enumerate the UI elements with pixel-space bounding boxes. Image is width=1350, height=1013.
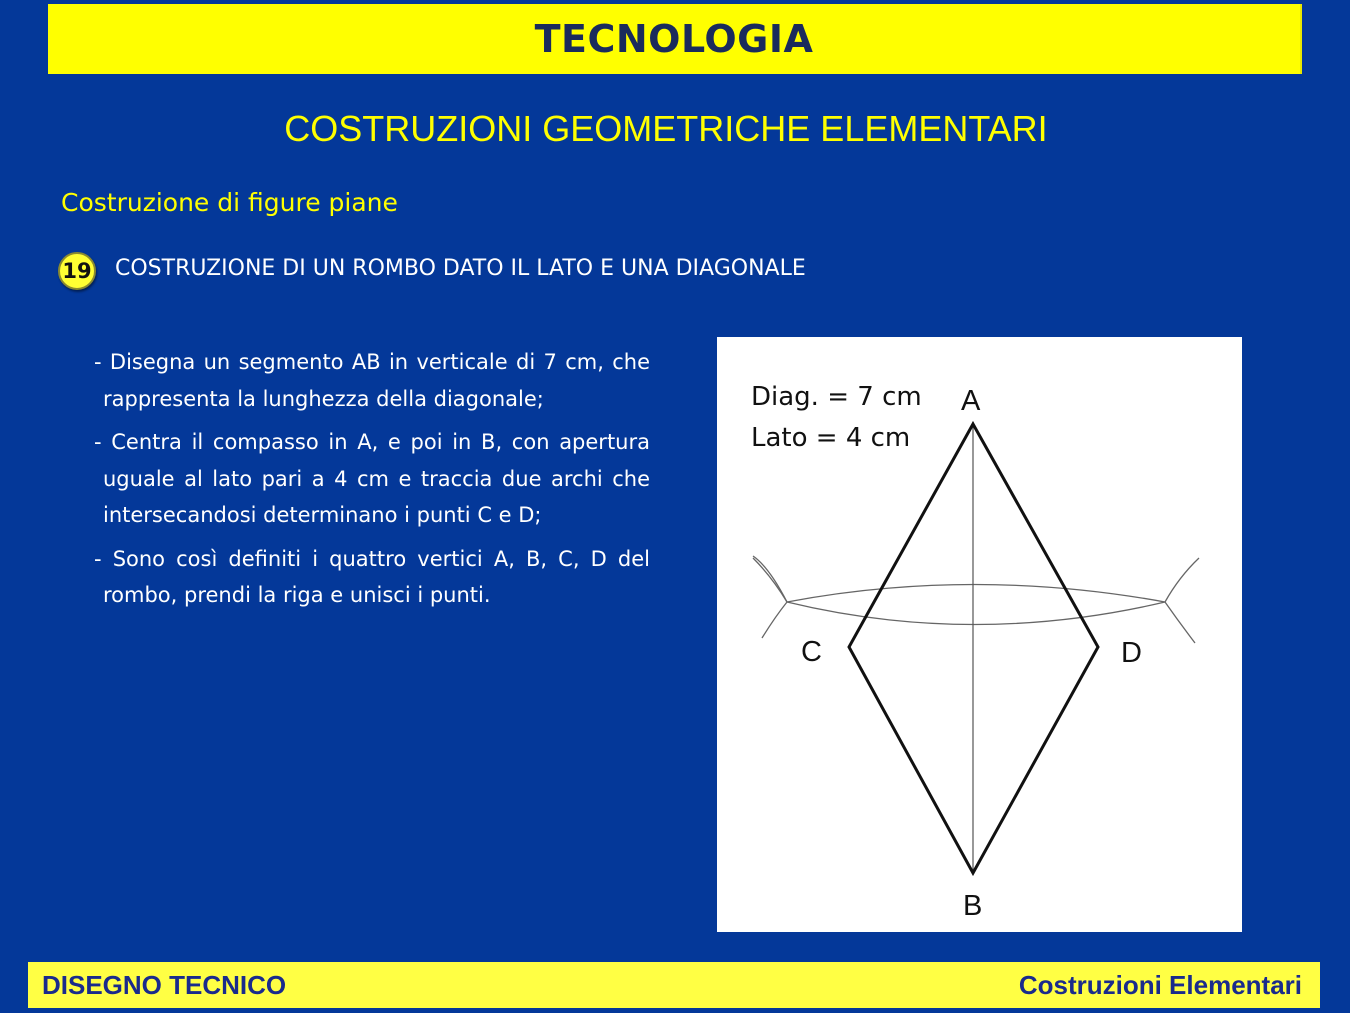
footer-course-name: DISEGNO TECNICO <box>42 969 287 1000</box>
vertex-label-a: A <box>961 385 981 417</box>
arc-tick-c-upper <box>760 570 787 602</box>
side-length-label: Lato = 4 cm <box>751 423 911 453</box>
page-subtitle: COSTRUZIONI GEOMETRICHE ELEMENTARI <box>284 108 1048 149</box>
arc-c-cross <box>753 558 787 602</box>
footer-topic-name: Costruzioni Elementari <box>1018 969 1302 1000</box>
construction-arc-lower <box>787 602 1165 625</box>
header-bar <box>48 4 1302 74</box>
vertex-label-b: B <box>963 890 983 922</box>
header-title: TECNOLOGIA <box>534 17 814 61</box>
construction-arc-upper <box>787 585 1165 603</box>
rhombus-figure-panel <box>717 337 1242 932</box>
rhombus-diagram <box>717 337 1242 932</box>
vertex-label-c: C <box>801 636 822 668</box>
instruction-list <box>92 344 650 621</box>
vertex-label-d: D <box>1121 637 1142 669</box>
step-title: COSTRUZIONE DI UN ROMBO DATO IL LATO E UNA DIAGONALE <box>115 256 806 281</box>
compass-arc-crossing-c-2 <box>769 602 787 662</box>
instruction-item: - Centra il compasso in A, e poi in B, con apertura uguale al lato pari a 4 cm e traccia due archi che intersecandosi determinano i punti C e D; <box>94 430 650 527</box>
arc-d-cross <box>1165 558 1199 602</box>
arc-d-cross-2 <box>1165 602 1195 643</box>
instruction-item: - Disegna un segmento AB in verticale di 7 cm, che rappresenta la lunghezza della diagonale; <box>94 350 650 411</box>
step-number-badge: 19 <box>58 252 96 290</box>
footer-bar <box>28 962 1320 1008</box>
arc-c-cross-2 <box>762 602 787 638</box>
diagonal-length-label: Diag. = 7 cm <box>751 382 922 412</box>
instruction-item: - Sono così definiti i quattro vertici A, B, C, D del rombo, prendi la riga e unisci i punti. <box>94 546 650 607</box>
section-title: Costruzione di figure piane <box>61 188 398 217</box>
